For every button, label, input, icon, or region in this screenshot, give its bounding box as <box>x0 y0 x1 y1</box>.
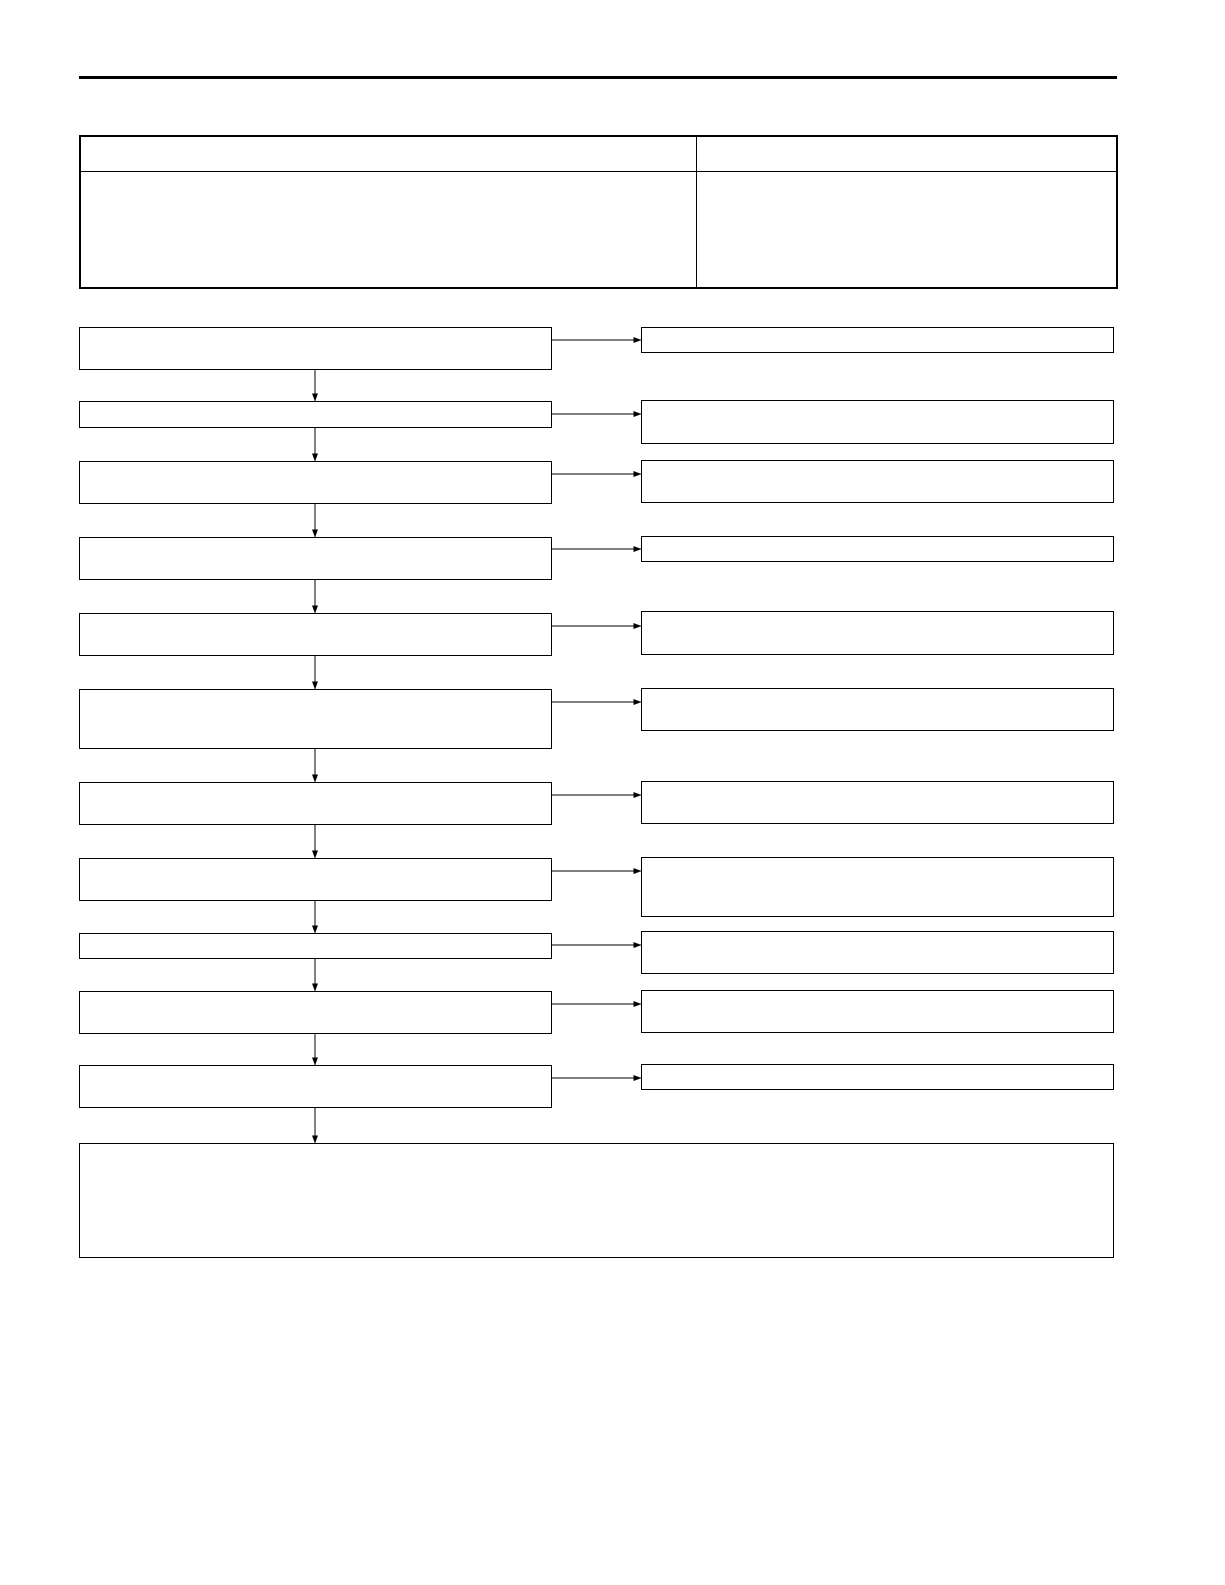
step-6-box <box>79 689 552 749</box>
header-row-divider <box>81 171 1116 172</box>
step-3-box <box>79 461 552 504</box>
step-5-side-box <box>641 611 1114 655</box>
header-col1-title <box>89 145 689 165</box>
step-9-box <box>79 933 552 959</box>
step-4-box <box>79 537 552 580</box>
step-11-side-box <box>641 1064 1114 1090</box>
step-8-side-box <box>641 857 1114 917</box>
step-10-box <box>79 991 552 1034</box>
step-2-box <box>79 401 552 428</box>
step-3-side-box <box>641 460 1114 503</box>
step-10-side-box <box>641 990 1114 1033</box>
step-1-box <box>79 327 552 370</box>
step-1-side-box <box>641 327 1114 353</box>
header-col1-body <box>89 179 689 279</box>
step-2-side-box <box>641 400 1114 444</box>
step-5-box <box>79 613 552 656</box>
step-9-side-box <box>641 931 1114 974</box>
step-4-side-box <box>641 536 1114 562</box>
step-7-box <box>79 782 552 825</box>
header-col2-body <box>705 179 1105 279</box>
step-6-side-box <box>641 688 1114 731</box>
step-11-box <box>79 1065 552 1108</box>
header-column-divider <box>696 137 697 287</box>
top-rule <box>79 76 1117 79</box>
step-8-box <box>79 858 552 901</box>
step-7-side-box <box>641 781 1114 824</box>
final-box <box>79 1143 1114 1258</box>
header-col2-title <box>705 145 1105 165</box>
header-table <box>79 135 1118 289</box>
